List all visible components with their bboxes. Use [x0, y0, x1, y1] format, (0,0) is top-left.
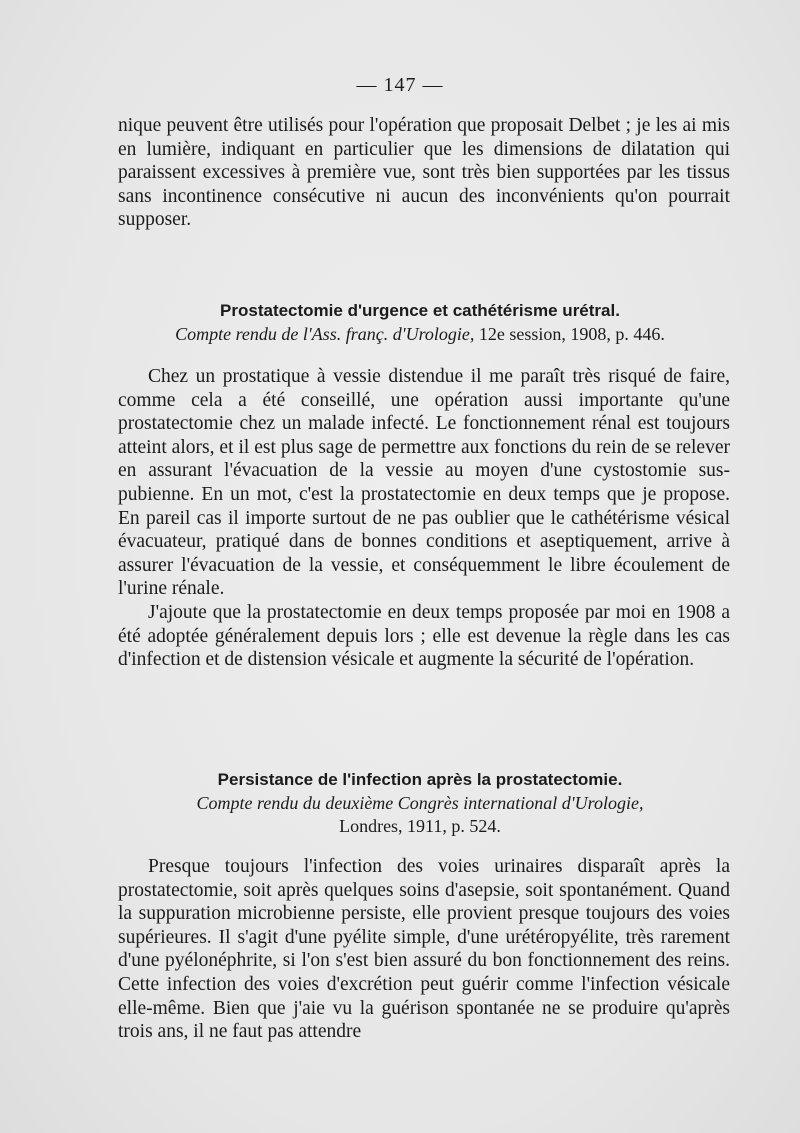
section-1-reference-italic: Compte rendu de l'Ass. franç. d'Urologie,: [175, 324, 475, 344]
section-1-heading: [100, 299, 740, 346]
section-1-title: Prostatectomie d'urgence et cathétérisme urétral.: [220, 301, 620, 320]
section-1-paragraph-1: Chez un prostatique à vessie distendue il me paraît très risqué de faire, comme cela a été conseillé, une opération aussi importante qu'une prostatectomie chez un malade infecté. Le fonctionnement rénal est toujours atteint alors, et il est plus sage de permettre aux fonctions du rein de se relever en assurant l'évacuation de la vessie au moyen d'une cystostomie sus-pubienne. En un mot, c'est la prostatectomie en deux temps que je propose. En pareil cas il importe surtout de ne pas oublier que le cathétérisme vésical évacuateur, pratiqué dans de bonnes conditions et aseptiquement, arrive à assurer l'évacuation de la vessie, et conséquemment le libre écoulement de l'urine rénale.: [118, 366, 730, 600]
section-1-body: [118, 365, 730, 672]
section-2-title: Persistance de l'infection après la prostatectomie.: [217, 770, 623, 789]
section-1-paragraph-2: J'ajoute que la prostatectomie en deux temps proposée par moi en 1908 a été adoptée généralement depuis lors ; elle est devenue la règle dans les cas d'infection et de distension vésicale et augmente la sécurité de l'opération.: [118, 601, 730, 671]
intro-paragraph: nique peuvent être utilisés pour l'opération que proposait Delbet ; je les ai mis en lumière, indiquant en particulier que les dimensions de dilatation qui paraissent excessives à première vue, sont très bien supportées par les tissus sans incontinence consécutive ni aucun des inconvénients qu'on pourrait supposer.: [118, 115, 730, 231]
section-2-reference-line-2: Londres, 1911, p. 524.: [339, 816, 501, 836]
section-2-reference-italic: Compte rendu du deuxième Congrès international d'Urologie,: [196, 793, 644, 813]
section-2-reference: [100, 792, 740, 815]
section-2-paragraph-1: Presque toujours l'infection des voies urinaires disparaît après la prostatectomie, soit après quelques soins d'asepsie, soit spontanément. Quand la suppuration microbienne persiste, elle provient presque toujours des voies supérieures. Il s'agit d'une pyélite simple, d'une urétéropyélite, très rarement d'une pyélonéphrite, si l'on s'est bien assuré du bon fonctionnement des reins. Cette infection des voies d'excrétion peut guérir comme l'infection vésicale elle-même. Bien que j'aie vu la guérison spontanée ne se produire qu'après trois ans, il ne faut pas attendre: [118, 856, 730, 1043]
intro-block: [118, 114, 730, 232]
section-2-body: [118, 855, 730, 1044]
section-2-heading: [100, 768, 740, 838]
page-number: — 147 —: [356, 74, 444, 96]
section-1-reference-plain: 12e session, 1908, p. 446.: [478, 324, 665, 344]
section-1-reference: [100, 323, 740, 346]
